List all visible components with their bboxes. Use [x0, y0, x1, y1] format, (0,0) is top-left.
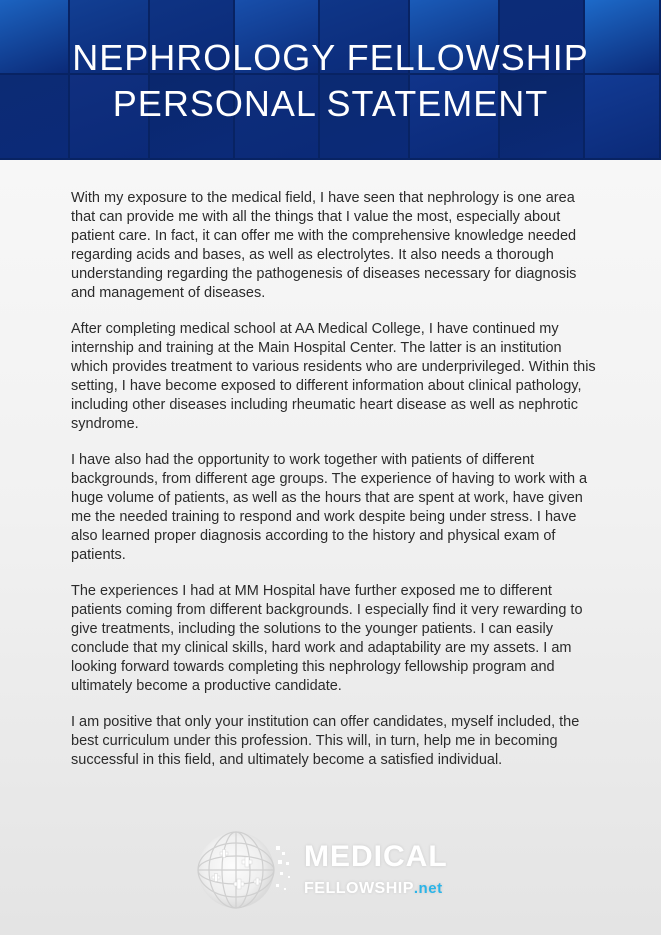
paragraph: I am positive that only your institution can offer candidates, myself included, the best curriculum under this profession. This will, in turn, help me in becoming successful in this field, and ultimately become a satisfied individual. — [71, 714, 580, 768]
medical-fellowship-logo — [190, 826, 490, 910]
page-title-line2: PERSONAL STATEMENT — [112, 83, 549, 124]
header-banner — [0, 0, 661, 160]
globe-icon — [190, 826, 294, 910]
paragraph: After completing medical school at AA Medical College, I have continued my internship and training at the Main Hospital Center. The latter is an institution which provides treatment to various residents who are underprivileged. Within this setting, I have become exposed to different information about clinical pathology, including other diseases including rheumatic heart disease as well as nephrotic syndrome. — [71, 321, 596, 432]
paragraph: The experiences I had at MM Hospital have further exposed me to different patients coming from different backgrounds. I especially find it very rewarding to give treatments, including the solutions to the younger patients. I can easily conclude that my clinical skills, hard work and adaptability are my assets. I am looking forward towards completing this nephrology fellowship program and ultimately become a productive candidate. — [71, 583, 583, 694]
logo-text-fellowship-word: FELLOWSHIP — [304, 880, 414, 897]
page-title — [0, 35, 661, 127]
paragraph: I have also had the opportunity to work together with patients of different backgrounds, from different age groups. The experience of having to work with a huge volume of patients, as well as the hours that are spent at work, have given me the needed training to respond and work despite being under stress. I have also learned proper diagnosis according to the history and physical exam of patients. — [71, 452, 588, 563]
logo-text-net: .net — [413, 880, 443, 897]
page-title-line1: NEPHROLOGY FELLOWSHIP — [72, 37, 589, 78]
statement-body — [71, 189, 601, 787]
paragraph: With my exposure to the medical field, I have seen that nephrology is one area that can provide me with all the things that I value the most, especially about patient care. In fact, it can offer me with the comprehensive knowledge needed regarding acids and bases, as well as electrolytes. It also needs a thorough understanding regarding the pathogenesis of diseases necessary for diagnosis and management of diseases. — [71, 190, 577, 301]
logo-text-fellowship — [304, 880, 443, 898]
logo-text-medical: MEDICAL — [304, 840, 448, 873]
